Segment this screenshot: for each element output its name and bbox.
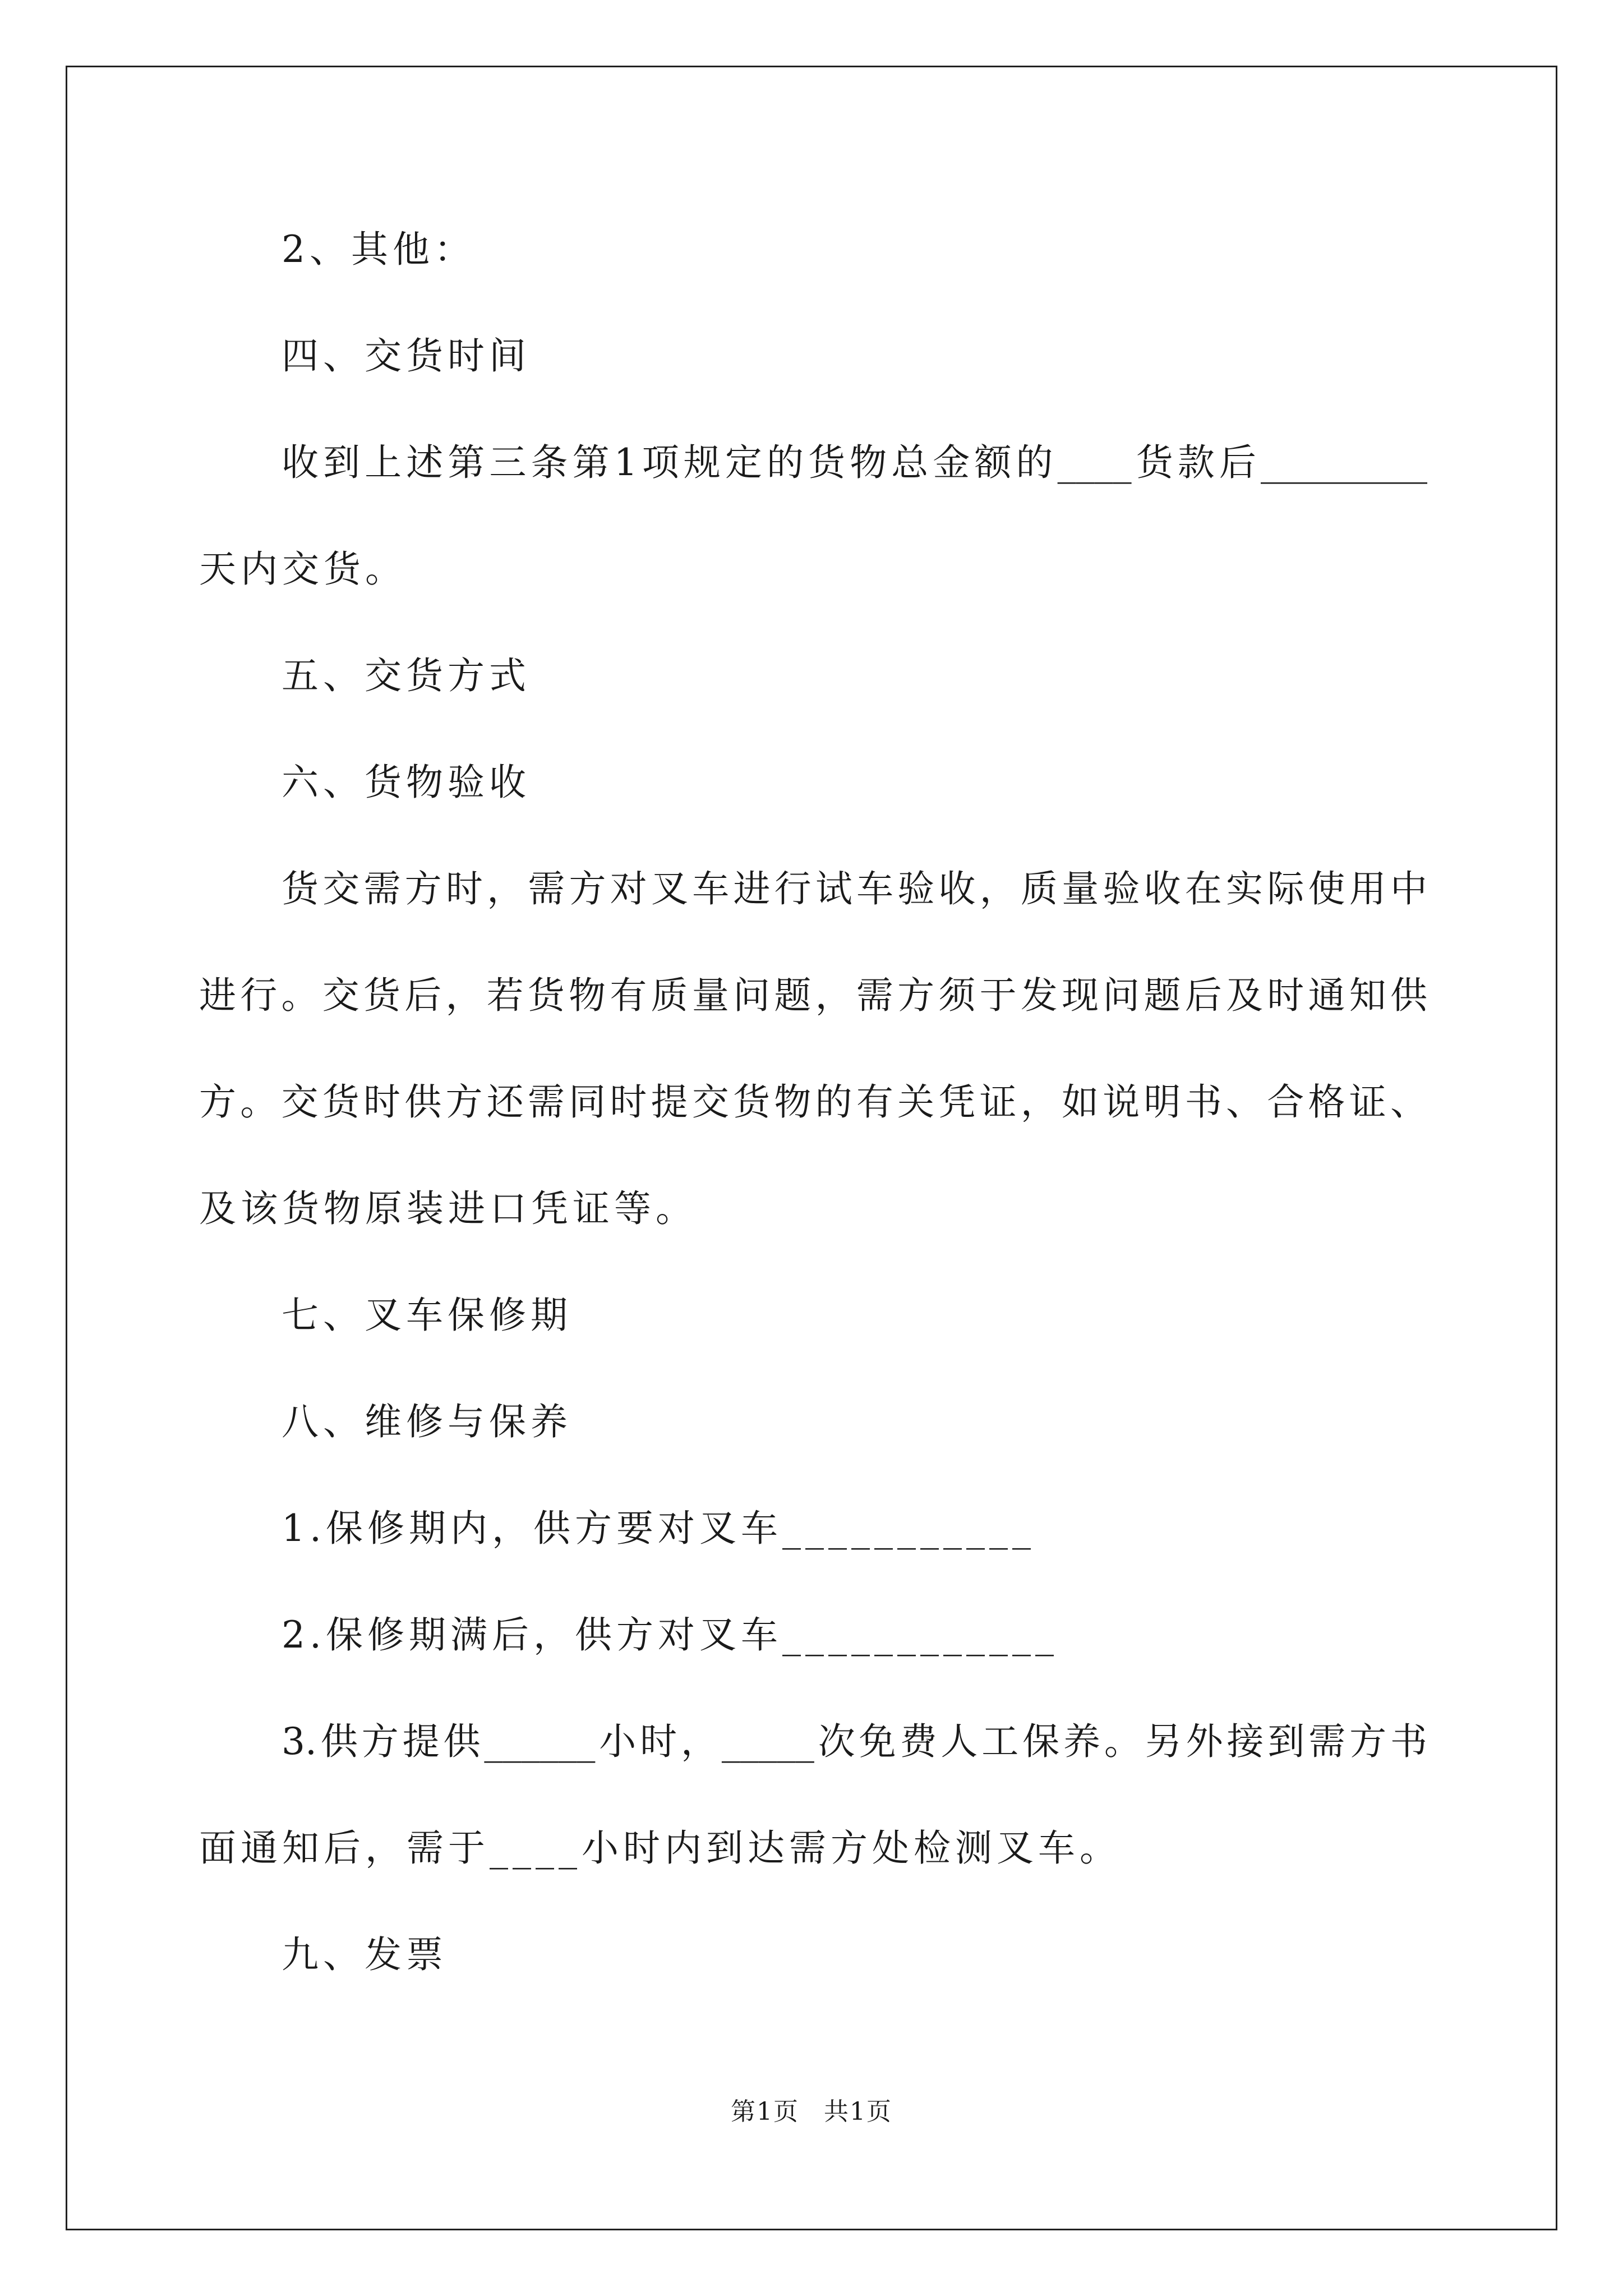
page-number: 第1页 — [731, 2097, 799, 2126]
paragraph-line: 货交需方时，需方对叉车进行试车验收，质量验收在实际使用中 — [282, 867, 1427, 910]
paragraph-line: 收到上述第三条第1项规定的货物总金额的____货款后_________ — [282, 441, 1427, 484]
section-heading-delivery-method: 五、交货方式 — [282, 654, 531, 697]
paragraph-line: 面通知后，需于____小时内到达需方处检测叉车。 — [199, 1826, 1121, 1870]
paragraph-line: 进行。交货后，若货物有质量问题，需方须于发现问题后及时通知供 — [199, 974, 1427, 1017]
section-heading-delivery-time: 四、交货时间 — [282, 334, 531, 378]
maintenance-item-1: 1.保修期内，供方要对叉车___________ — [282, 1507, 1035, 1550]
page-total: 共1页 — [824, 2097, 892, 2126]
paragraph-line: 方。交货时供方还需同时提交货物的有关凭证，如说明书、合格证、 — [199, 1080, 1427, 1124]
section-heading-maintenance: 八、维修与保养 — [282, 1400, 572, 1443]
paragraph-line: 及该货物原装进口凭证等。 — [199, 1187, 697, 1230]
page-border — [66, 66, 1557, 2230]
maintenance-item-3: 3.供方提供______小时，_____次免费人工保养。另外接到需方书 — [282, 1720, 1427, 1763]
section-heading-invoice: 九、发票 — [282, 1933, 448, 1976]
paragraph-line: 天内交货。 — [199, 547, 407, 591]
maintenance-item-2: 2.保修期满后，供方对叉车____________ — [282, 1613, 1058, 1657]
page-footer — [0, 2095, 1623, 2129]
clause-other: 2、其他： — [282, 228, 476, 271]
section-heading-acceptance: 六、货物验收 — [282, 761, 531, 804]
section-heading-warranty: 七、叉车保修期 — [282, 1294, 572, 1337]
